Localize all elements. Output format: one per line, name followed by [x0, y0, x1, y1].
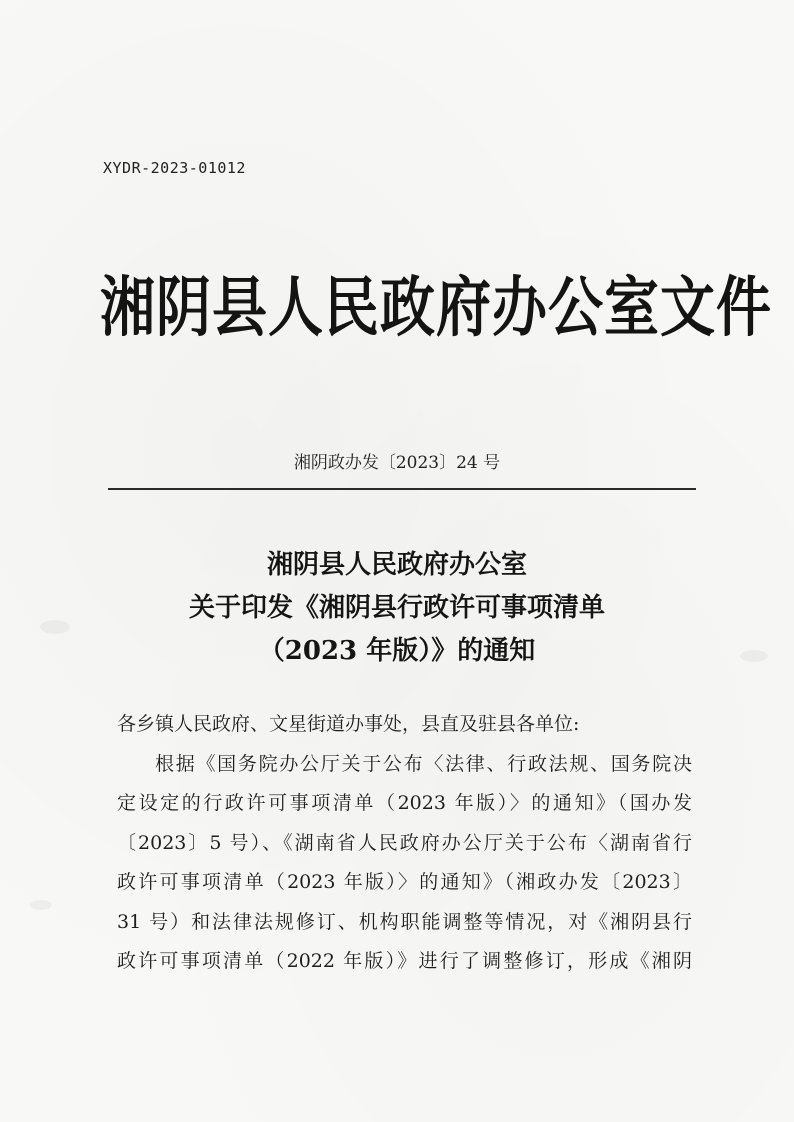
paragraph-line: 根据《国务院办公厅关于公布〈法律、行政法规、国务院决	[155, 752, 692, 775]
notice-body	[117, 705, 692, 982]
document-code: XYDR-2023-01012	[103, 159, 246, 177]
paragraph-line: 31 号）和法律法规修订、机构职能调整等情况，对《湘阴县行	[117, 910, 692, 933]
notice-title-line: 关于印发《湘阴县行政许可事项清单	[188, 593, 605, 623]
notice-title-line: 湘阴县人民政府办公室	[266, 550, 527, 580]
notice-title-line: （2023 年版）》的通知	[258, 636, 536, 666]
notice-title	[0, 544, 794, 673]
issuer-header-title: 湘阴县人民政府办公室文件	[100, 269, 773, 345]
header-divider-rule	[108, 488, 696, 490]
scan-speck	[30, 900, 52, 910]
document-number: 湘阴政办发〔2023〕24 号	[293, 453, 501, 473]
paragraph-line: 〔2023〕5 号）、《湖南省人民政府办公厅关于公布〈湖南省行	[117, 831, 692, 854]
paragraph-line: 政许可事项清单（2022 年版）》进行了调整修订，形成《湘阴	[117, 950, 692, 972]
scan-speck	[40, 620, 70, 634]
scan-speck	[740, 650, 768, 662]
paragraph-line: 政许可事项清单（2023 年版）〉的通知》（湘政办发〔2023〕	[117, 871, 692, 893]
paragraph-line: 定设定的行政许可事项清单（2023 年版）〉的通知》（国办发	[117, 792, 692, 814]
salutation: 各乡镇人民政府、文星街道办事处，县直及驻县各单位:	[117, 713, 580, 735]
body-paragraph	[117, 745, 692, 982]
